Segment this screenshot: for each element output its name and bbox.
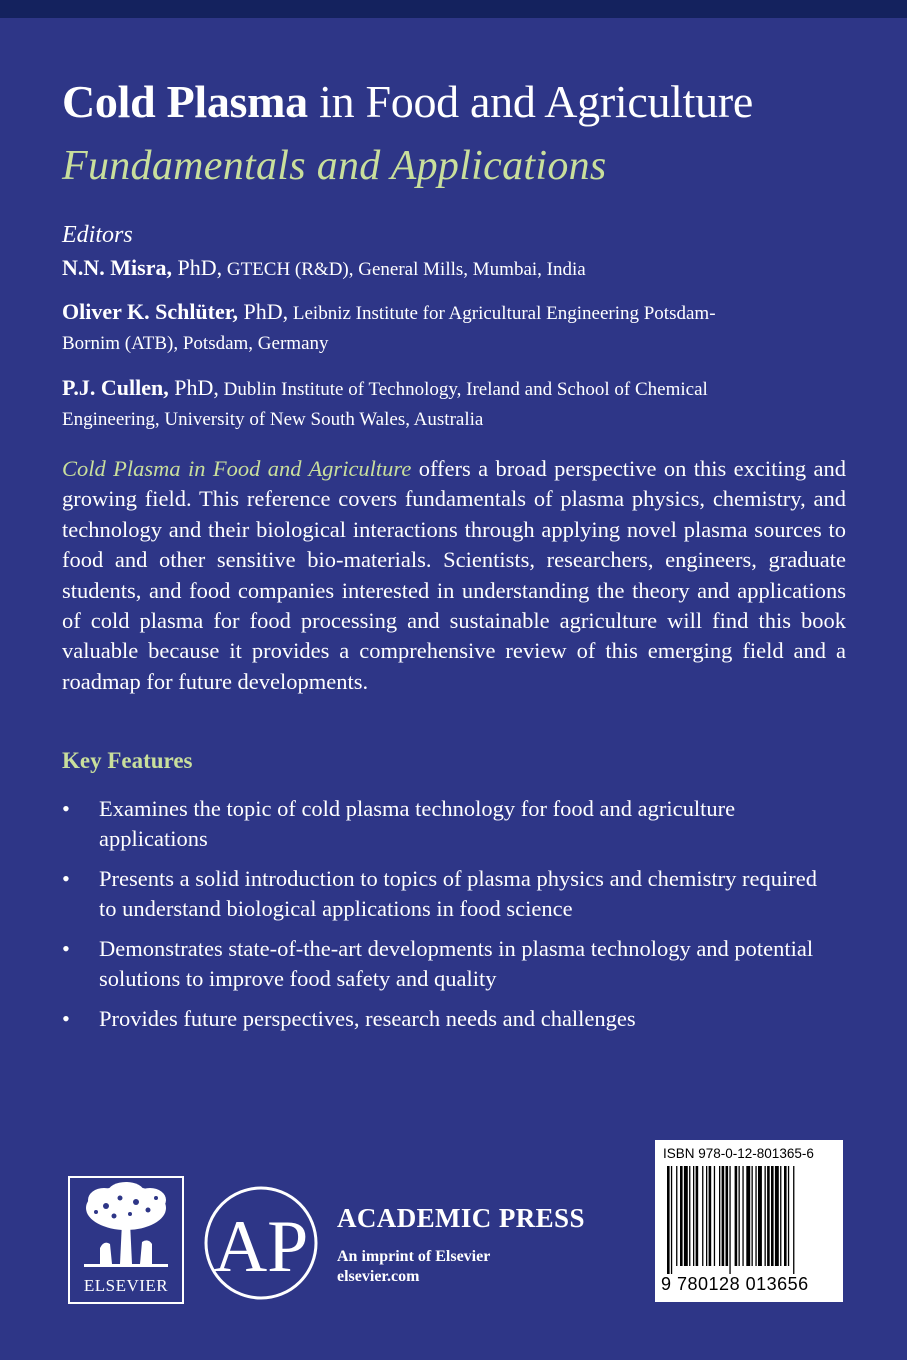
editor-name: Oliver K. Schlüter, [62,299,238,324]
isbn-barcode [655,1140,843,1302]
list-item [62,864,832,924]
editor-entry [62,297,732,359]
elsevier-tree-icon [70,1178,182,1274]
bullet: • [62,1006,70,1031]
description-text: offers a broad perspective on this exciting and growing field. This reference covers fundamentals of plasma physics, chemistry, and technology and their biological interactions through applying novel plasma sources to food and other sensitive bio-materials. Scientists, researchers, engineers, graduate students, and food companies interested in understanding the theory and applications of cold plasma for food processing and sustainable agriculture will find this book valuable because it provides a comprehensive review of this emerging field and a roadmap for future developments. [62,456,846,694]
key-features-list [62,794,832,1044]
editor-name: P.J. Cullen, [62,375,169,400]
barcode-bars [663,1166,835,1274]
description-book-title: Cold Plasma in Food and Agriculture [62,456,412,481]
publisher-imprint: An imprint of Elsevier [337,1248,491,1265]
feature-text: Demonstrates state-of-the-art developments in plasma technology and potential solutions to improve food safety and quality [99,936,814,991]
editor-entry [62,373,802,435]
book-subtitle: Fundamentals and Applications [62,143,607,189]
list-item [62,934,832,994]
editors-label: Editors [62,222,133,248]
editor-degree: PhD, [168,375,219,400]
barcode-digits: 9 780128 013656 [661,1274,809,1294]
bullet: • [62,796,70,821]
editor-affiliation: Dublin Institute of Technology, Ireland and School of Chemical Engineering, University of New South Wales, Australia [62,379,708,430]
editor-name: N.N. Misra, [62,255,172,280]
ap-monogram: AP [213,1206,309,1288]
book-title-rest: in Food and Agriculture [307,76,753,127]
publisher-info [337,1203,585,1286]
elsevier-logo [68,1176,184,1304]
publisher-name: ACADEMIC PRESS [337,1203,585,1233]
elsevier-wordmark: ELSEVIER [83,1276,169,1295]
book-title [62,74,753,130]
feature-text: Presents a solid introduction to topics of plasma physics and chemistry required to understand biological applications in food science [99,866,817,921]
book-title-bold: Cold Plasma [62,76,308,127]
editor-affiliation: Leibniz Institute for Agricultural Engineering Potsdam-Bornim (ATB), Potsdam, Germany [62,303,716,354]
bullet: • [62,936,70,961]
academic-press-ap-logo [203,1185,319,1301]
key-features-heading: Key Features [62,748,193,773]
list-item [62,794,832,854]
isbn-label: ISBN 978-0-12-801365-6 [663,1146,814,1161]
bullet: • [62,866,70,891]
editor-degree: PhD, [238,299,289,324]
editor-entry [62,253,852,285]
publisher-website: elsevier.com [337,1268,420,1285]
list-item [62,1004,832,1034]
feature-text: Provides future perspectives, research needs and challenges [99,1006,636,1031]
feature-text: Examines the topic of cold plasma technology for food and agriculture applications [99,796,736,851]
editor-affiliation: GTECH (R&D), General Mills, Mumbai, India [222,259,586,280]
book-description [62,454,846,697]
editor-degree: PhD, [171,255,223,280]
top-edge-strip [0,0,907,18]
